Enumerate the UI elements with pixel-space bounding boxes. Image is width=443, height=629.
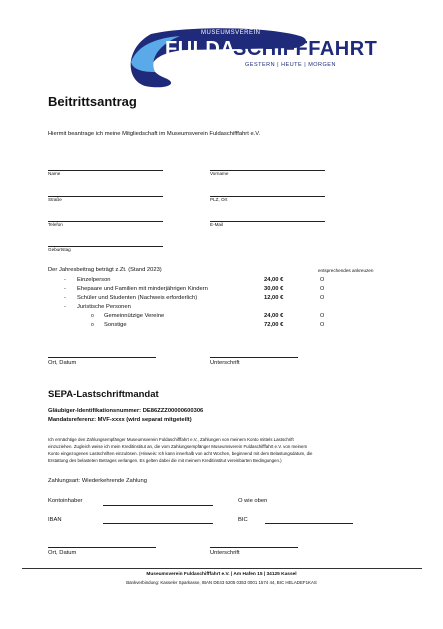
page-title: Beitrittsantrag [48, 94, 137, 109]
email-label: E-Mail [210, 222, 224, 227]
logo-ev-text: e.V. [201, 60, 214, 66]
iban-field-line[interactable] [103, 523, 213, 524]
museum-logo [125, 28, 378, 92]
footer-address: Museumsverein Fuldaschifffahrt e.V. | Am Hafen 15 | 34125 Kassel [146, 572, 297, 577]
logo-tagline: GESTERN | HEUTE | MORGEN [245, 62, 336, 68]
fee-label-einzelperson: Einzelperson [77, 277, 111, 283]
phone-field-line[interactable] [48, 221, 163, 222]
checkbox-nonprofit[interactable]: O [320, 313, 325, 319]
logo-fulda-text: FULDA [165, 38, 236, 60]
sepa-body-line-2: einzuziehen. Zugleich weise ich mein Kreditinstitut an, die vom Zahlungsempfänger Museumsverein Fuldaschifffahrt e.V. von meinem [48, 444, 308, 449]
bic-label: BIC [238, 517, 248, 523]
name-field-line[interactable] [48, 170, 163, 171]
creditor-id: Gläubiger-Identifikationsnummer: DE86ZZZ00000600306 [48, 408, 204, 414]
birthday-label: Geburtstag [48, 247, 71, 252]
zip-city-label: PLZ, Ort [210, 197, 228, 202]
mark-hint: entsprechendes ankreuzen [318, 268, 374, 273]
bic-field-line[interactable] [265, 523, 353, 524]
checkbox-family[interactable]: O [320, 286, 325, 292]
place-date-label-2: Ort, Datum [48, 550, 77, 556]
footer-bank: Bankverbindung: Kasseler Sparkasse, IBAN DE43 5205 0353 0001 1574 44, BIC HELADEF1KAS [126, 580, 317, 585]
checkbox-einzelperson[interactable]: O [320, 277, 325, 283]
checkbox-students[interactable]: O [320, 295, 325, 301]
fee-price-students: 12,00 € [264, 295, 284, 301]
name-label: Name [48, 171, 61, 176]
account-holder-field-line[interactable] [103, 505, 213, 506]
fee-label-family: Ehepaare und Familien mit minderjährigen Kindern [77, 286, 208, 292]
fee-bullet: - [64, 277, 66, 283]
sepa-body-line-1: Ich ermächtige den Zahlungsempfänger Museumsverein Fuldaschifffahrt e.V., Zahlungen von meinem Konto mittels Lastschrift [48, 437, 294, 442]
logo-schifffahrt-text: SCHIFFFAHRT [233, 38, 378, 60]
fee-label-other: Sonstige [104, 322, 127, 328]
fee-bullet: - [64, 286, 66, 292]
signature-label-1: Unterschrift [210, 360, 240, 366]
place-date-line-2[interactable] [48, 547, 156, 548]
signature-line-1[interactable] [210, 357, 298, 358]
sepa-title: SEPA-Lastschriftmandat [48, 389, 159, 400]
fee-bullet: - [64, 304, 66, 310]
fee-label-legal-persons: Juristische Personen [77, 304, 131, 310]
mandate-reference: Mandatsreferenz: MVF-xxxx (wird separat mitgeteilt) [48, 417, 192, 423]
fee-price-family: 30,00 € [264, 286, 284, 292]
intro-text: Hiermit beantrage ich meine Mitgliedschaft im Museumsverein Fuldaschifffahrt e.V. [48, 131, 261, 137]
fee-bullet: - [64, 295, 66, 301]
fee-price-nonprofit: 24,00 € [264, 313, 284, 319]
account-holder-label: Kontoinhaber [48, 498, 83, 504]
email-field-line[interactable] [210, 221, 325, 222]
fee-price-einzelperson: 24,00 € [264, 277, 284, 283]
place-date-label-1: Ort, Datum [48, 360, 77, 366]
logo-top-text: MUSEUMSVEREIN [201, 30, 261, 36]
sepa-body-line-3: Konto eingezogenen Lastschriften einzulösen. (Hinweis: Ich kann innerhalb von acht Wochen, beginnend mit dem Belastungsdatum, die [48, 451, 313, 456]
fee-subbullet: o [91, 313, 94, 319]
signature-label-2: Unterschrift [210, 550, 240, 556]
phone-label: Telefon [48, 222, 63, 227]
place-date-line-1[interactable] [48, 357, 156, 358]
vorname-label: Vorname [210, 171, 229, 176]
checkbox-other[interactable]: O [320, 322, 325, 328]
signature-line-2[interactable] [210, 547, 298, 548]
fee-header: Der Jahresbeitrag beträgt z.Zt. (Stand 2023) [48, 267, 162, 273]
fee-price-other: 72,00 € [264, 322, 284, 328]
street-field-line[interactable] [48, 196, 163, 197]
fee-label-students: Schüler und Studenten (Nachweis erforderlich) [77, 295, 198, 301]
footer-divider [22, 568, 422, 569]
iban-label: IBAN [48, 517, 62, 523]
payment-type: Zahlungsart: Wiederkehrende Zahlung [48, 478, 147, 484]
fee-subbullet: o [91, 322, 94, 328]
fee-label-nonprofit: Gemeinnützige Vereine [104, 313, 165, 319]
as-above-option[interactable]: O wie oben [238, 498, 268, 504]
street-label: Straße [48, 197, 62, 202]
sepa-body-line-4: Erstattung des belasteten Betrages verlangen. Es gelten dabei die mit meinem Kreditinstitut vereinbarten Bedingungen.) [48, 458, 282, 463]
